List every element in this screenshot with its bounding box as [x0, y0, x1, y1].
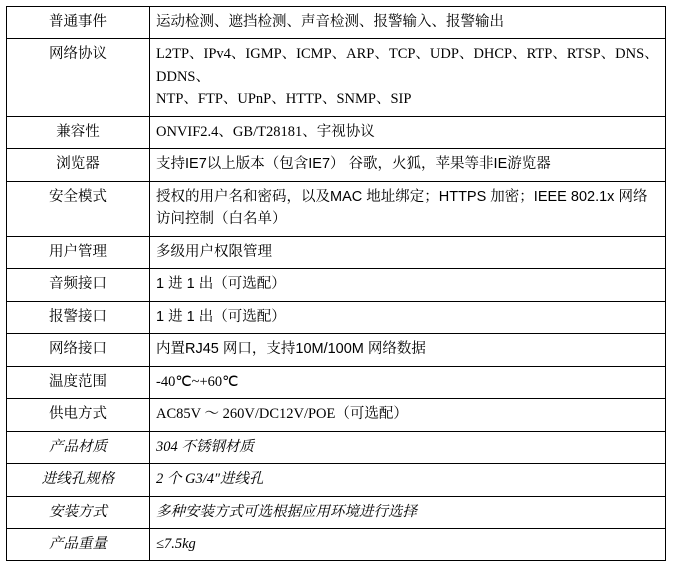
spec-value: 2 个 G3/4″进线孔	[150, 464, 666, 496]
table-row	[7, 149, 666, 181]
table-row	[7, 431, 666, 463]
spec-label: 安全模式	[7, 181, 150, 236]
table-row	[7, 334, 666, 366]
spec-label: 报警接口	[7, 301, 150, 333]
table-row	[7, 39, 666, 116]
spec-label: 浏览器	[7, 149, 150, 181]
table-row	[7, 236, 666, 268]
spec-label: 进线孔规格	[7, 464, 150, 496]
specification-table-body	[7, 7, 666, 561]
spec-value: -40℃~+60℃	[150, 366, 666, 398]
spec-value: 1 进 1 出（可选配）	[150, 269, 666, 301]
spec-value: 1 进 1 出（可选配）	[150, 301, 666, 333]
table-row	[7, 528, 666, 560]
spec-label: 网络协议	[7, 39, 150, 116]
spec-value: 多级用户权限管理	[150, 236, 666, 268]
table-row	[7, 269, 666, 301]
table-row	[7, 181, 666, 236]
table-row	[7, 464, 666, 496]
spec-label: 安装方式	[7, 496, 150, 528]
table-row	[7, 496, 666, 528]
spec-value: ≤7.5kg	[150, 528, 666, 560]
spec-value: 多种安装方式可选根据应用环境进行选择	[150, 496, 666, 528]
spec-value: ONVIF2.4、GB/T28181、宇视协议	[150, 116, 666, 148]
spec-label: 产品重量	[7, 528, 150, 560]
spec-label: 普通事件	[7, 7, 150, 39]
spec-label: 温度范围	[7, 366, 150, 398]
spec-value: AC85V ～ 260V/DC12V/POE（可选配）	[150, 399, 666, 431]
spec-label: 兼容性	[7, 116, 150, 148]
table-row	[7, 366, 666, 398]
table-row	[7, 7, 666, 39]
spec-value: 304 不锈钢材质	[150, 431, 666, 463]
spec-label: 用户管理	[7, 236, 150, 268]
spec-label: 音频接口	[7, 269, 150, 301]
spec-label: 产品材质	[7, 431, 150, 463]
spec-value: 授权的用户名和密码，以及MAC 地址绑定；HTTPS 加密；IEEE 802.1x 网络访问控制（白名单）	[150, 181, 666, 236]
table-row	[7, 301, 666, 333]
spec-value: 运动检测、遮挡检测、声音检测、报警输入、报警输出	[150, 7, 666, 39]
spec-label: 网络接口	[7, 334, 150, 366]
table-row	[7, 116, 666, 148]
spec-value: L2TP、IPv4、IGMP、ICMP、ARP、TCP、UDP、DHCP、RTP、RTSP、DNS、DDNS、 NTP、FTP、UPnP、HTTP、SNMP、SIP	[150, 39, 666, 116]
table-row	[7, 399, 666, 431]
specification-table	[6, 6, 666, 561]
spec-value: 支持IE7以上版本（包含IE7） 谷歌，火狐，苹果等非IE游览器	[150, 149, 666, 181]
spec-label: 供电方式	[7, 399, 150, 431]
spec-value: 内置RJ45 网口，支持10M/100M 网络数据	[150, 334, 666, 366]
